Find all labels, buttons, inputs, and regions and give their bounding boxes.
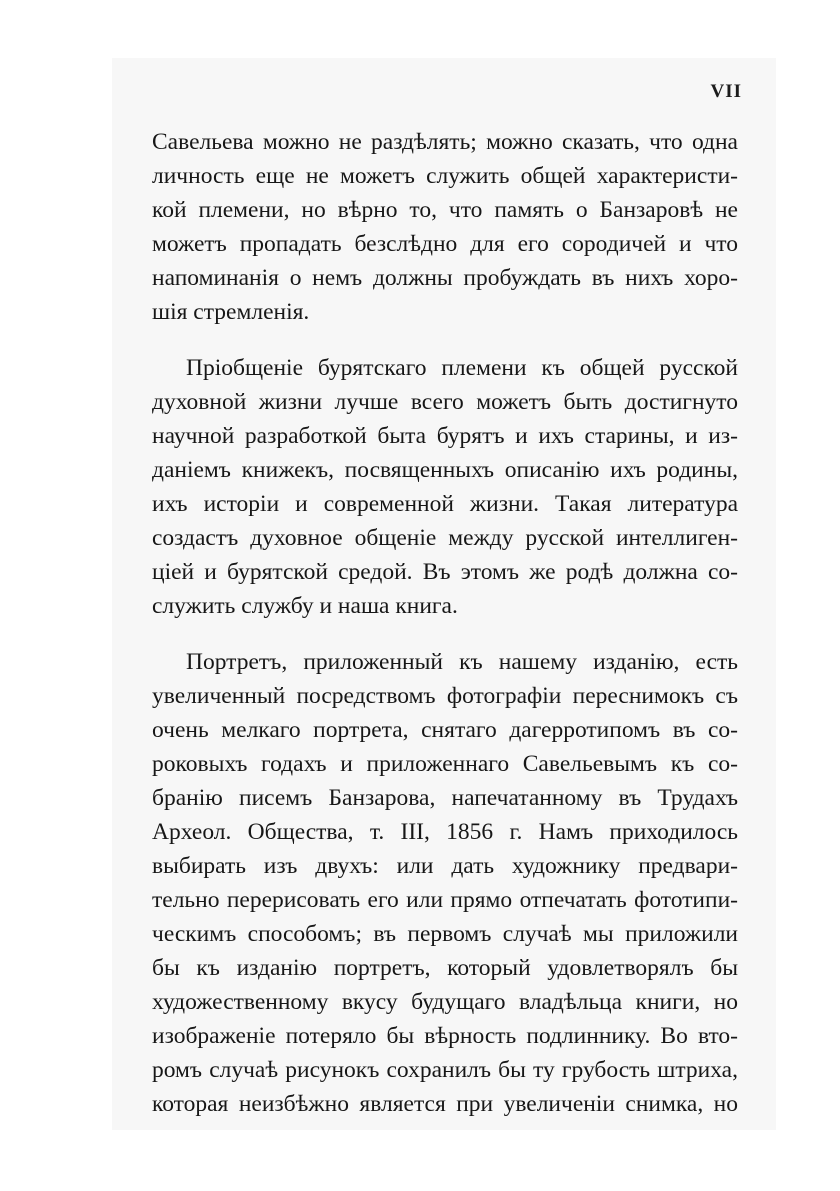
- text-line: научной разработкой быта бурятъ и ихъ старины, и из-: [152, 423, 738, 449]
- text-line: бранію писемъ Банзарова, напечатанному въ Трудахъ: [152, 785, 738, 811]
- text-line: ихъ исторіи и современной жизни. Такая литература: [152, 491, 738, 517]
- text-line: кой племени, но вѣрно то, что память о Банзаровѣ не: [152, 197, 738, 223]
- text-line: тельно перерисовать его или прямо отпечатать фототипи-: [152, 887, 738, 913]
- text-line: увеличенный посредствомъ фотографіи переснимокъ съ: [152, 683, 738, 709]
- paragraph-2: [152, 351, 738, 623]
- text-line: роковыхъ годахъ и приложеннаго Савельевымъ къ со-: [152, 751, 738, 777]
- text-line: Савельева можно не раздѣлять; можно сказать, что одна: [152, 129, 738, 155]
- text-line: которая неизбѣжно является при увеличеніи снимка, но: [152, 1091, 738, 1117]
- text-line: Портретъ, приложенный къ нашему изданію, есть: [186, 649, 738, 675]
- text-line: шія стремленія.: [152, 299, 310, 325]
- text-line: бы къ изданію портретъ, который удовлетворялъ бы: [152, 955, 738, 981]
- text-line: Пріобщеніе бурятскаго племени къ общей русской: [186, 355, 738, 381]
- text-line: очень мелкаго портрета, снятаго дагерротипомъ въ со-: [152, 717, 738, 743]
- text-line: духовной жизни лучше всего можетъ быть достигнуто: [152, 389, 738, 415]
- text-line: художественному вкусу будущаго владѣльца книги, но: [152, 989, 738, 1015]
- text-line: Археол. Общества, т. III, 1856 г. Намъ приходилось: [152, 819, 738, 845]
- text-line: даніемъ книжекъ, посвященныхъ описанію ихъ родины,: [152, 457, 738, 483]
- text-line: служить службу и наша книга.: [152, 593, 458, 619]
- text-line: напоминанія о немъ должны пробуждать въ нихъ хоро-: [152, 265, 738, 291]
- text-line: ромъ случаѣ рисунокъ сохранилъ бы ту грубость штриха,: [152, 1057, 738, 1083]
- body-text: [152, 125, 738, 1143]
- text-line: выбирать изъ двухъ: или дать художнику предвари-: [152, 853, 738, 879]
- paragraph-3: [152, 645, 738, 1121]
- text-line: изображеніе потеряло бы вѣрность подлиннику. Во вто-: [152, 1023, 738, 1049]
- text-line: ческимъ способомъ; въ первомъ случаѣ мы приложили: [152, 921, 738, 947]
- paragraph-1: [152, 125, 738, 329]
- text-line: можетъ пропадать безслѣдно для его сородичей и что: [152, 231, 738, 257]
- page-number: VII: [710, 81, 742, 102]
- text-line: ціей и бурятской средой. Въ этомъ же родѣ должна со-: [152, 559, 738, 585]
- text-line: создастъ духовное общеніе между русской интеллиген-: [152, 525, 738, 551]
- text-line: личность еще не можетъ служить общей характеристи-: [152, 163, 738, 189]
